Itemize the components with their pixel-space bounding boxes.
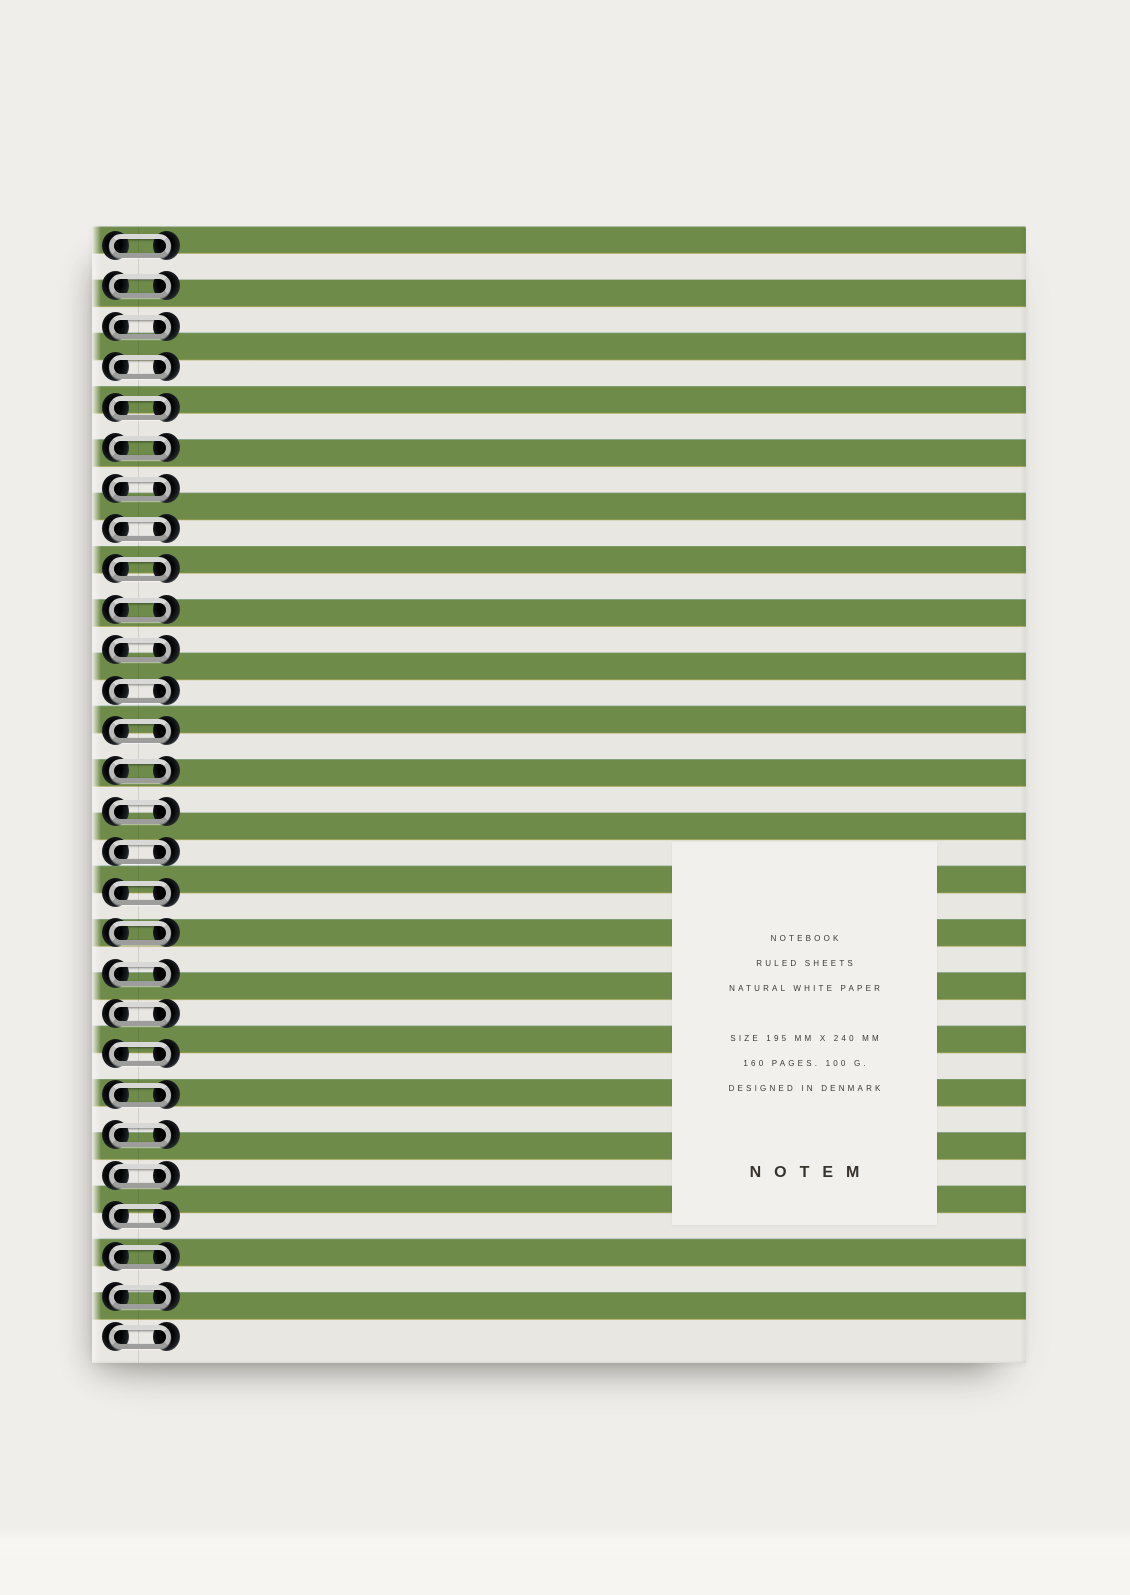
wire-binding-loop xyxy=(102,514,180,544)
wire-loop-icon xyxy=(109,274,171,298)
wire-binding-loop xyxy=(102,878,180,908)
notebook-cover xyxy=(92,226,1026,1363)
wire-binding-loop xyxy=(102,999,180,1029)
wire-binding-loop xyxy=(102,918,180,948)
wire-binding-loop xyxy=(102,595,180,625)
wire-loop-icon xyxy=(109,396,171,420)
wire-loop-icon xyxy=(109,962,171,986)
wire-loop-icon xyxy=(109,679,171,703)
wire-binding-loop xyxy=(102,676,180,706)
wire-binding-loop xyxy=(102,959,180,989)
wire-binding-loop xyxy=(102,635,180,665)
wire-binding-loop xyxy=(102,312,180,342)
wire-loop-icon xyxy=(109,234,171,258)
wire-loop-icon xyxy=(109,638,171,662)
wire-binding-loop xyxy=(102,1282,180,1312)
label-line-paper: NATURAL WHITE PAPER xyxy=(729,984,884,993)
wire-loop-icon xyxy=(109,1285,171,1309)
wire-loop-icon xyxy=(109,1245,171,1269)
brand-wordmark: NOTEM xyxy=(749,1164,873,1181)
wire-loop-icon xyxy=(109,517,171,541)
wire-loop-icon xyxy=(109,840,171,864)
wire-loop-icon xyxy=(109,1123,171,1147)
wire-loop-icon xyxy=(109,1002,171,1026)
wire-binding-loop xyxy=(102,837,180,867)
wire-binding-loop xyxy=(102,271,180,301)
wire-binding-loop xyxy=(102,756,180,786)
label-info-group xyxy=(672,926,937,1001)
wire-binding-loop xyxy=(102,1201,180,1231)
wire-binding-loop xyxy=(102,797,180,827)
label-line-notebook: NOTEBOOK xyxy=(770,934,842,943)
wire-binding-loop xyxy=(102,1242,180,1272)
wire-loop-icon xyxy=(109,1204,171,1228)
label-spec-group xyxy=(672,1026,937,1101)
wire-binding-loop xyxy=(102,716,180,746)
label-line-designed-in: DESIGNED IN DENMARK xyxy=(728,1084,884,1093)
wire-binding-loop xyxy=(102,1080,180,1110)
wire-binding-loop xyxy=(102,1322,180,1352)
wire-loop-icon xyxy=(109,921,171,945)
wire-loop-icon xyxy=(109,719,171,743)
wire-binding-loop xyxy=(102,352,180,382)
product-label xyxy=(672,842,937,1225)
wire-loop-icon xyxy=(109,355,171,379)
wire-loop-icon xyxy=(109,1042,171,1066)
label-line-pages: 160 PAGES. 100 G. xyxy=(743,1059,869,1068)
wire-binding-loop xyxy=(102,554,180,584)
wire-binding-loop xyxy=(102,474,180,504)
wire-binding-loop xyxy=(102,393,180,423)
wire-binding-loop xyxy=(102,1039,180,1069)
wire-loop-icon xyxy=(109,315,171,339)
wire-loop-icon xyxy=(109,881,171,905)
backdrop-light-band xyxy=(0,1528,1130,1595)
wire-loop-icon xyxy=(109,1083,171,1107)
wire-loop-icon xyxy=(109,1164,171,1188)
label-line-size: SIZE 195 MM X 240 MM xyxy=(730,1034,882,1043)
wire-binding-loop xyxy=(102,1120,180,1150)
wire-loop-icon xyxy=(109,477,171,501)
wire-loop-icon xyxy=(109,759,171,783)
wire-loop-icon xyxy=(109,800,171,824)
wire-loop-icon xyxy=(109,1325,171,1349)
wire-binding-loop xyxy=(102,433,180,463)
label-line-ruled-sheets: RULED SHEETS xyxy=(756,959,856,968)
wire-binding-loop xyxy=(102,1161,180,1191)
wire-binding-loop xyxy=(102,231,180,261)
wire-loop-icon xyxy=(109,598,171,622)
wire-loop-icon xyxy=(109,436,171,460)
wire-loop-icon xyxy=(109,557,171,581)
